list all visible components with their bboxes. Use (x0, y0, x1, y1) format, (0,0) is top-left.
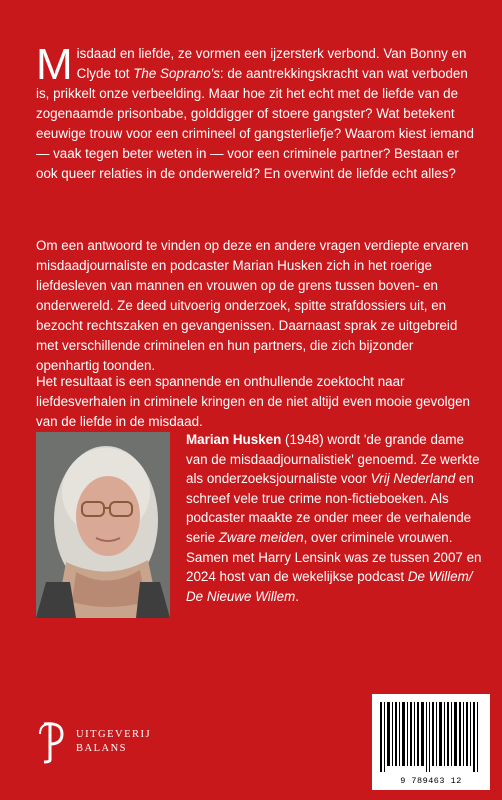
bio-italic-1: Vrij Nederland (370, 471, 456, 487)
intro-text-2: : de aantrekkingskracht van wat verboden is, prikkelt onze verbeelding. Maar hoe zit het echt met de liefde van de zogenaamde prisonbabe, golddigger of stoere gangster? Wat betekent eeuwige trouw voor een crimineel of gangsterliefje? Waarom kiest iemand — vaak tegen beter weten in — voor een criminele partner? Bestaan er ook queer relaties in de onderwereld? En overwint de liefde echt alles? (36, 66, 474, 181)
author-portrait-image (36, 432, 170, 618)
bio-text-2: en schreef vele true crime non-fictieboeken. Als podcaster maakte ze onder meer de verhalende serie (186, 471, 474, 545)
intro-text-1: isdaad en liefde, ze vormen een ijzersterk verbond. Van Bonny en Clyde tot (76, 46, 467, 81)
publisher-line-1: UITGEVERIJ (76, 729, 152, 740)
drop-cap: M (36, 40, 73, 89)
author-bio (186, 430, 482, 606)
bio-text-3: , over criminele vrouwen. Samen met Harry Lensink was ze tussen 2007 en 2024 host van de wekelijkse podcast (186, 529, 482, 585)
bio-italic-3: De Willem/ De Nieuwe Willem (186, 569, 473, 604)
intro-paragraph (36, 40, 476, 184)
publisher-line-2: BALANS (76, 743, 128, 754)
author-photo (36, 432, 170, 618)
barcode (372, 694, 490, 790)
isbn-number: 9 789463 12 (400, 776, 462, 786)
barcode-bars (380, 702, 482, 772)
publisher-logo-icon (36, 720, 68, 764)
research-paragraph: Om een antwoord te vinden op deze en andere vragen verdiepte ervaren misdaadjournaliste en podcaster Marian Husken zich in het roerige liefdesleven van mannen en vrouwen op de grens tussen boven- en onderwereld. Ze deed uitvoerig onderzoek, spitte strafdossiers uit, en bezocht rechtszaken en gevangenissen. Daarnaast sprak ze uitgebreid met verschillende criminelen en hun partners, die zich bijzonder openhartig toonden. (36, 238, 469, 373)
author-name: Marian Husken (186, 432, 282, 447)
intro-italic-title: The Soprano's (133, 66, 220, 81)
result-paragraph: Het resultaat is een spannende en onthullende zoektocht naar liefdesverhalen in criminele kringen en de niet altijd even mooie gevolgen van de liefde in de misdaad. (36, 374, 470, 429)
bio-text-1: (1948) wordt 'de grande dame van de misdaadjournalistiek' genoemd. Ze werkte als onderzoeksjournaliste voor (186, 432, 480, 487)
bio-italic-2: Zware meiden (218, 529, 304, 545)
bio-text-4: . (295, 588, 299, 604)
publisher-logo (36, 720, 176, 764)
